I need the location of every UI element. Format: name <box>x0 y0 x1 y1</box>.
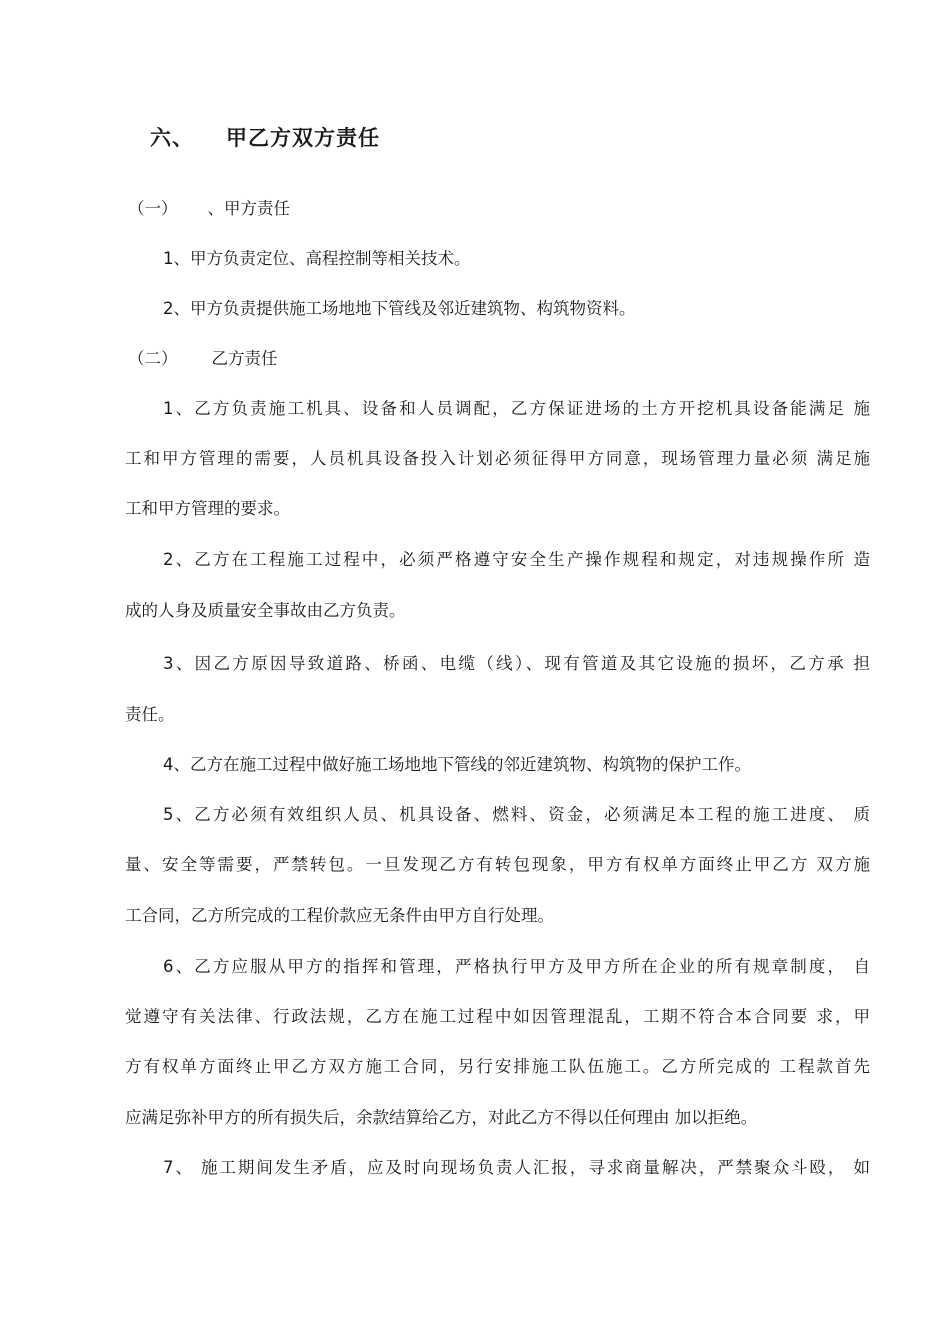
party-b-line-3: 工和甲方管理的要求。 <box>125 499 290 518</box>
party-b-line-10: 量、安全等需要，严禁转包。一旦发现乙方有转包现象，甲方有权单方面终止甲乙方 双方施 <box>125 855 870 874</box>
party-b-line-12: 6、乙方应服从甲方的指挥和管理，严格执行甲方及甲方所在企业的所有规章制度， 自 <box>163 957 870 976</box>
section-heading <box>150 122 380 152</box>
party-a-heading-number: （一） <box>128 199 178 218</box>
party-b-line-5: 成的人身及质量安全事故由乙方负责。 <box>125 601 406 620</box>
party-b-line-1: 1、乙方负责施工机具、设备和人员调配，乙方保证进场的土方开挖机具设备能满足 施 <box>163 399 870 418</box>
party-b-line-7: 责任。 <box>125 705 175 724</box>
party-b-line-2: 工和甲方管理的需要，人员机具设备投入计划必须征得甲方同意，现场管理力量必须 满足施 <box>125 449 870 468</box>
party-b-line-15: 应满足弥补甲方的所有损失后，余款结算给乙方，对此乙方不得以任何理由 加以拒绝。 <box>125 1108 758 1127</box>
section-title: 甲乙方双方责任 <box>226 126 380 150</box>
party-b-line-4: 2、乙方在工程施工过程中，必须严格遵守安全生产操作规程和规定，对违规操作所 造 <box>163 550 870 569</box>
party-a-item-2: 2、甲方负责提供施工场地地下管线及邻近建筑物、构筑物资料。 <box>163 299 636 318</box>
party-b-line-6: 3、因乙方原因导致道路、桥函、电缆（线）、现有管道及其它设施的损坏，乙方承 担 <box>163 654 870 673</box>
party-b-line-14: 方有权单方面终止甲乙方双方施工合同，另行安排施工队伍施工。乙方所完成的 工程款首先 <box>125 1057 870 1076</box>
party-b-line-13: 觉遵守有关法律、行政法规，乙方在施工过程中如因管理混乱，工期不符合本合同要 求，甲 <box>125 1007 870 1026</box>
party-a-item-1: 1、甲方负责定位、高程控制等相关技术。 <box>163 249 471 268</box>
party-b-line-16: 7、 施工期间发生矛盾，应及时向现场负责人汇报，寻求商量解决，严禁聚众斗殴， 如 <box>163 1158 870 1177</box>
party-b-heading-number: （二） <box>128 349 178 368</box>
party-b-line-8: 4、乙方在施工过程中做好施工场地地下管线的邻近建筑物、构筑物的保护工作。 <box>163 755 751 774</box>
party-b-heading-title: 乙方责任 <box>211 349 278 368</box>
party-a-heading-title: 、甲方责任 <box>207 199 290 218</box>
section-number: 六、 <box>150 126 194 150</box>
party-b-line-9: 5、乙方必须有效组织人员、机具设备、燃料、资金，必须满足本工程的施工进度、 质 <box>163 805 870 824</box>
party-b-heading <box>128 347 278 371</box>
party-b-line-11: 工合同，乙方所完成的工程价款应无条件由甲方自行处理。 <box>125 906 554 925</box>
party-a-heading <box>128 197 290 221</box>
